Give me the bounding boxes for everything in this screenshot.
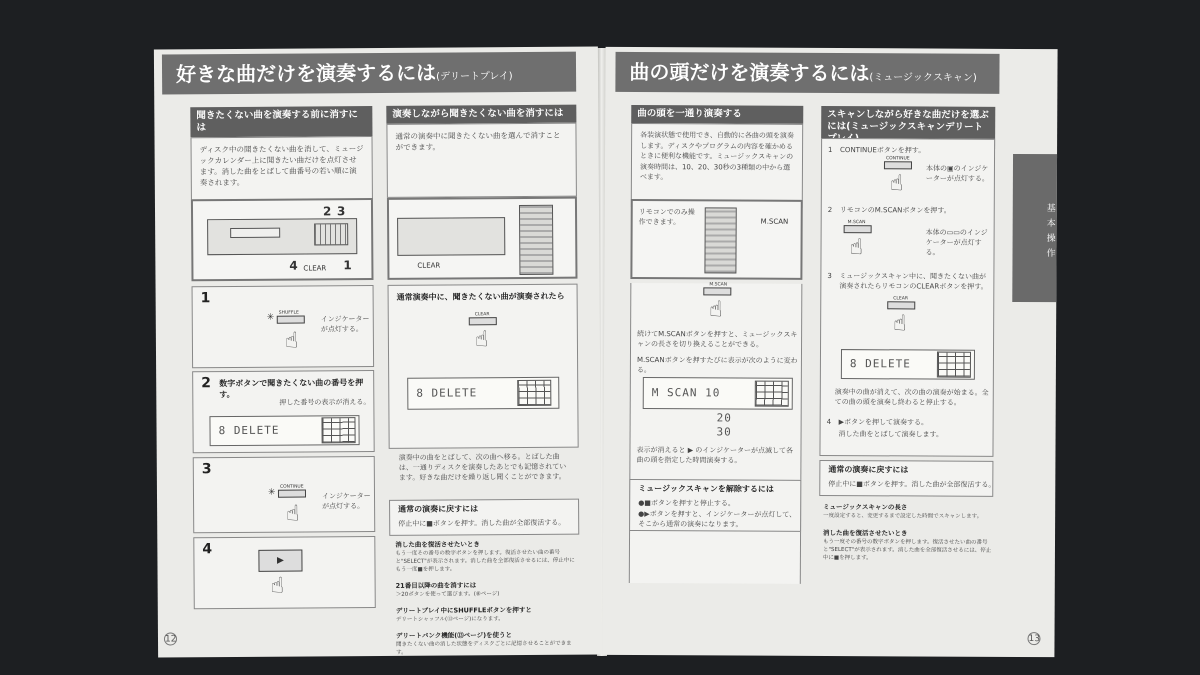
note-title: 消した曲を復活させたいとき (395, 540, 480, 549)
step-text: ミュージックスキャン中に、聞きたくない曲が演奏されたらリモコンのCLEARボタンを押す。 (839, 272, 988, 291)
cd-player-illustration (397, 217, 505, 256)
step-4 (193, 536, 375, 609)
figure-callout: 3 (336, 204, 346, 219)
right-page (602, 47, 1057, 657)
lcd-text: 8 DELETE (218, 423, 280, 438)
step-text: ▶ボタンを押して演奏する。 (838, 418, 929, 427)
notes-list (823, 502, 993, 563)
play-button (258, 550, 302, 572)
step-title: 通常演奏中に、聞きたくない曲が演奏されたら (396, 291, 565, 302)
step-note: 本体の▭▭のインジケーターが点灯する。 (925, 228, 988, 257)
page-number: 12 (164, 632, 177, 645)
section-header: スキャンしながら好きな曲だけを選ぶには(ミュージックスキャンデリートプレイ) (821, 106, 995, 149)
step-3 (193, 456, 376, 533)
step-note: 消した曲をとばして演奏します。 (838, 430, 944, 439)
remote-illustration (519, 205, 553, 275)
delete-while-playing-step (388, 284, 579, 449)
remote-note: リモコンでのみ操作できます。 (638, 207, 695, 227)
step-number: 4 (826, 417, 832, 427)
step-text: CONTINUEボタンを押す。 (840, 146, 926, 155)
notes-list (395, 539, 580, 657)
remote-figure (630, 199, 802, 280)
figure-callout-clear: CLEAR (303, 264, 327, 273)
pointing-hand-icon: ☝ (286, 501, 300, 527)
step-1 (192, 285, 375, 368)
note-body: 一度設定すると、変更するまで設定した時間でスキャンします。 (823, 512, 983, 520)
button-label: M.SCAN (847, 220, 866, 226)
figure-callout-clear: CLEAR (417, 261, 441, 270)
step-number: 1 (828, 145, 833, 155)
step-text: リモコンのM.SCANボタンを押す。 (839, 206, 951, 215)
step-note: 押した番号の表示が消える。 (279, 398, 371, 407)
scan-time-option: 30 (716, 425, 732, 439)
button-label: ▶ (276, 555, 284, 566)
pointing-hand-icon: ☝ (849, 235, 864, 261)
remote-illustration (704, 207, 736, 273)
button-label: CONTINUE (279, 484, 304, 490)
step-note: 本体の▣のインジケーターが点灯する。 (925, 164, 989, 183)
scan-time-option: 20 (716, 411, 732, 425)
step-note: インジケーターが点灯する。 (321, 492, 371, 511)
pointing-hand-icon: ☝ (284, 328, 299, 354)
button-label: CLEAR (893, 296, 908, 302)
result-text: 演奏中の曲をとばして、次の曲へ移る。とばした曲は、一通りディスクを演奏したあとでも記憶されています。好きな曲だけを繰り返し聞くことができます。 (398, 452, 567, 482)
note-title: 消した曲を復活させたいとき (823, 528, 908, 538)
section-side-tab: 基本操作 (1012, 154, 1057, 302)
pointing-hand-icon: ☝ (709, 297, 723, 323)
step-2 (192, 370, 375, 453)
left-page (154, 46, 602, 657)
clear-button (469, 317, 497, 325)
step-text: 表示が消えると ▶ のインジケーターが点滅して各曲の頭を指定した時間演奏する。 (636, 445, 794, 465)
continue-button (884, 161, 912, 169)
indicator-icon: ✳ (267, 487, 276, 498)
pointing-hand-icon: ☝ (270, 573, 285, 599)
cancel-title: ミュージックスキャンを解除するには (638, 483, 774, 494)
step-number: 3 (827, 271, 832, 281)
note-body: ＞20ボタンを使って選びます。(⑧ページ) (395, 591, 500, 598)
cd-player-figure (191, 198, 374, 281)
return-body: 停止中に■ボタンを押す。消した曲が全部復活する。 (398, 518, 566, 528)
note-title: デリートプレイ中にSHUFFLEボタンを押すと (395, 605, 532, 615)
step-number: 3 (201, 461, 212, 478)
page-number: 13 (1027, 632, 1040, 645)
scan-steps-panel (629, 283, 803, 584)
pointing-hand-icon: ☝ (893, 311, 907, 337)
continue-button (278, 490, 306, 498)
return-title: 通常の演奏に戻すには (398, 504, 479, 514)
left-col1 (190, 106, 373, 211)
scan-delete-steps (819, 138, 995, 457)
note-body: もう一度その番号の数字ボタンを押します。復活させたい曲の番号と"SELECT"が表示されます。消した曲を全部復活させるには、停止中に■を押します。 (822, 538, 992, 562)
section-intro: 各装演状態で使用でき、自動的に各曲の頭を演奏します。ディスクやプログラムの内容を確かめるときに便利な機能です。ミュージックスキャンの演奏時間は、10、20、30秒の3種類の中から選べます。 (631, 123, 803, 208)
music-calendar-grid (517, 380, 551, 406)
clear-button (887, 301, 915, 309)
music-calendar-grid (321, 417, 355, 443)
cancel-item: ●▶ボタンを押すと、インジケーターが点灯して、そこから通常の演奏になります。 (638, 509, 797, 529)
note-title: ミュージックスキャンの長さ (823, 502, 908, 512)
section-header: 演奏しながら聞きたくない曲を消すには (386, 105, 576, 124)
figure-callout: 1 (343, 258, 352, 273)
step-note: インジケーターが点灯する。 (320, 315, 370, 334)
button-label: CLEAR (474, 312, 490, 318)
cancel-item: ●■ボタンを押すと停止する。 (638, 498, 735, 508)
section-header: 曲の頭を一通り演奏する (631, 105, 803, 124)
right-page-title: 曲の頭だけを演奏するには(ミュージックスキャン) (615, 52, 999, 94)
figure-callout: 4 (289, 258, 298, 273)
remote-callout: M.SCAN (760, 217, 789, 226)
left-col2 (386, 105, 577, 198)
step-title: 数字ボタンで聞きたくない曲の番号を押す。 (219, 378, 364, 400)
button-label: SHUFFLE (278, 310, 299, 316)
step-text: M.SCANボタンを押すたびに表示が次のように変わる。 (636, 355, 798, 375)
music-calendar-grid (755, 381, 789, 407)
shuffle-button (277, 316, 305, 324)
lcd-text: 8 DELETE (416, 386, 478, 400)
m-scan-button (844, 225, 872, 233)
figure-callout: 2 (322, 204, 332, 219)
pointing-hand-icon: ☝ (474, 327, 489, 353)
step-text: 続けてM.SCANボタンを押すと、ミュージックスキャンの長さを切り換えることができる。 (637, 329, 798, 349)
note-body: デリートシャッフル(⑬ページ)になります。 (395, 616, 504, 623)
indicator-icon: ✳ (266, 312, 275, 323)
lcd-text: 8 DELETE (849, 357, 911, 371)
return-title: 通常の演奏に戻すには (828, 464, 909, 475)
button-label: CONTINUE (885, 156, 910, 162)
note-body: 聞きたくない曲の消した状態をディスクごとに記憶させることができます。 (396, 640, 572, 656)
cd-player-illustration (207, 218, 357, 255)
step-number: 1 (200, 290, 211, 307)
return-body: 停止中に■ボタンを押す。消した曲が全部復活する。 (828, 479, 996, 489)
section-header: 聞きたくない曲を演奏する前に消すには (190, 106, 372, 137)
return-normal-box (819, 460, 996, 497)
section-intro: 通常の演奏中に聞きたくない曲を選んで消すことができます。 (386, 123, 577, 198)
note-title: デリートバンク機能(⑬ページ)を使うと (395, 631, 513, 640)
cancel-scan-box (629, 479, 801, 532)
return-normal-box (389, 499, 579, 536)
m-scan-button (703, 287, 731, 295)
step-number: 4 (202, 541, 213, 558)
note-title: 21番目以降の曲を消すには (395, 581, 477, 590)
step-note: 演奏中の曲が消えて、次の曲の演奏が始まる。全ての曲の頭を演奏し終わると停止する。 (834, 388, 989, 407)
button-label: M.SCAN (709, 282, 728, 288)
note-body: もう一度その番号の数字ボタンを押します。復活させたい曲の番号と"SELECT"が表示されます。消した曲を全部復活させるには、停止中にもう一度■を押します。 (395, 549, 575, 573)
section-intro: ディスク中の聞きたくない曲を消して、ミュージックカレンダー上に聞きたい曲だけを点灯させます。消した曲をとばして曲番号の若い順に演奏されます。 (190, 136, 373, 211)
right-col1 (631, 105, 804, 208)
player-remote-figure (387, 197, 578, 280)
step-number: 2 (827, 205, 833, 215)
lcd-text: M SCAN 10 (651, 386, 721, 400)
left-page-title: 好きな曲だけを演奏するには(デリートプレイ) (162, 52, 576, 95)
step-number: 2 (201, 375, 212, 392)
pointing-hand-icon: ☝ (889, 171, 904, 197)
music-calendar-grid (937, 352, 971, 378)
